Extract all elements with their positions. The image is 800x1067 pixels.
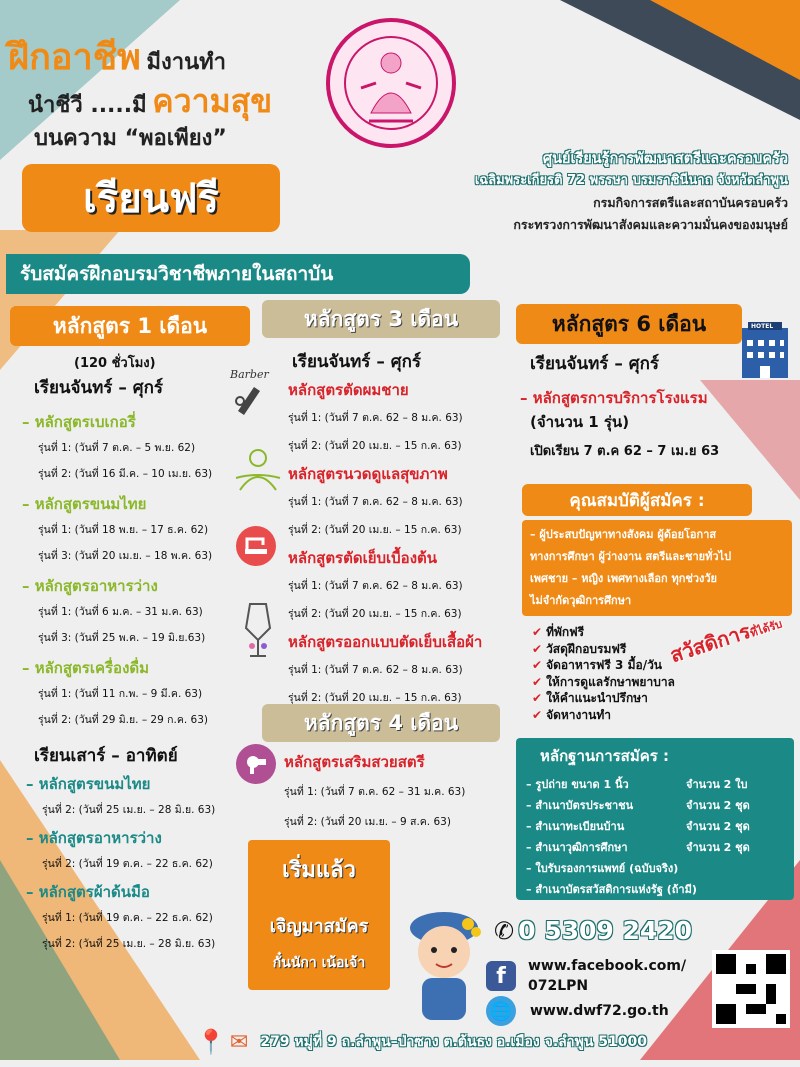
document-item: – สำเนาบัตรประชาชน: [526, 799, 634, 812]
course-hours: (120 ชั่วโมง): [74, 356, 156, 371]
documents-box: [516, 738, 794, 900]
course-round: รุ่นที่ 2: (วันที่ 20 เม.ย. – 15 ก.ค. 63): [288, 608, 462, 620]
header-accent: ความสุข: [152, 82, 273, 120]
header-text: มีงานทำ: [146, 50, 226, 75]
address-row: [196, 1028, 647, 1056]
free-badge: [22, 164, 280, 232]
course-round: รุ่นที่ 1: (วันที่ 19 ต.ค. – 22 ธ.ค. 62): [42, 912, 213, 924]
course-round: รุ่นที่ 2: (วันที่ 20 เม.ย. – 9 ส.ค. 63): [284, 816, 451, 828]
course-name: – หลักสูตรเบเกอรี่: [22, 413, 136, 431]
hotel-sign: HOTEL: [751, 323, 774, 330]
hotel-course-dates: เปิดเรียน 7 ต.ค 62 – 7 เม.ย 63: [530, 444, 720, 459]
course-round: รุ่นที่ 2: (วันที่ 20 เม.ย. – 15 ก.ค. 63): [288, 524, 462, 536]
org-name: ศูนย์เรียนรู้การพัฒนาสตรีและครอบครัว: [542, 151, 788, 167]
address-text: 279 หมู่ที่ 9 ถ.ลำพูน–ป่าซาง ต.ต้นธง อ.เมือง จ.ลำพูน 51000: [260, 1034, 647, 1050]
course-6-month-title: หลักสูตร 6 เดือน: [516, 304, 742, 344]
course-round: รุ่นที่ 1: (วันที่ 7 ต.ค. 62 – 8 ม.ค. 63): [288, 496, 463, 508]
document-row: [526, 816, 784, 837]
document-item: – รูปถ่าย ขนาด 1 นิ้ว: [526, 778, 629, 791]
welfare-item: ✔ ที่พักฟรี: [532, 625, 585, 639]
course-round: รุ่นที่ 1: (วันที่ 7 ต.ค. 62 – 8 ม.ค. 63): [288, 580, 463, 592]
document-item: – ใบรับรองการแพทย์ (ฉบับจริง): [526, 862, 679, 875]
globe-icon: 🌐: [486, 996, 516, 1026]
mascot-illustration: [398, 906, 490, 1032]
free-label: เรียนฟรี: [83, 176, 219, 222]
website-link[interactable]: www.dwf72.go.th: [530, 1003, 669, 1019]
course-name: หลักสูตรออกแบบตัดเย็บเสื้อผ้า: [288, 633, 483, 651]
website-row[interactable]: [486, 996, 669, 1026]
document-qty: จำนวน 2 ชุด: [686, 820, 750, 833]
welfare-tag-sub: ที่ได้รับ: [748, 617, 784, 640]
header-line3: บนความ “พอเพียง”: [34, 126, 227, 151]
document-item: – สำเนาบัตรสวัสดิการแห่งรัฐ (ถ้ามี): [526, 883, 697, 896]
qualification-line: – ผู้ประสบปัญหาทางสังคม ผู้ด้อยโอกาส: [530, 528, 717, 541]
sewing-machine-icon: [236, 526, 276, 566]
course-round: รุ่นที่ 1: (วันที่ 18 พ.ย. – 17 ธ.ค. 62): [38, 524, 209, 536]
welfare-item: ✔ วัสดุฝึกอบรมฟรี: [532, 641, 627, 656]
apply-now-box: [248, 840, 390, 990]
facebook-link[interactable]: www.facebook.com/ 072LPN: [528, 958, 687, 994]
weekday-label: เรียนจันทร์ – ศุกร์: [530, 354, 659, 374]
hairdryer-icon: [236, 744, 276, 784]
course-round: รุ่นที่ 3: (วันที่ 25 พ.ค. – 19 มิ.ย.63): [38, 632, 206, 644]
course-round: รุ่นที่ 3: (วันที่ 20 เม.ย. – 18 พ.ค. 63): [38, 550, 213, 562]
qualification-title: คุณสมบัติผู้สมัคร :: [522, 484, 752, 516]
course-round: รุ่นที่ 1: (วันที่ 7 ต.ค. 62 – 8 ม.ค. 63): [288, 664, 463, 676]
qualification-line: ทางการศึกษา ผู้ว่างงาน สตรีและชายทั่วไป: [530, 550, 732, 563]
org-logo: [326, 18, 456, 148]
massage-icon: [230, 444, 286, 496]
course-name: หลักสูตรเสริมสวยสตรี: [284, 753, 425, 771]
documents-list: [526, 774, 784, 900]
document-qty: จำนวน 2 ชุด: [686, 799, 750, 812]
qr-code: [712, 950, 790, 1028]
registration-banner: รับสมัครฝึกอบรมวิชาชีพภายในสถาบัน: [6, 254, 470, 294]
document-qty: จำนวน 2 ชุด: [686, 841, 750, 854]
col1-course-list: [22, 412, 212, 730]
documents-title: หลักฐานการสมัคร :: [540, 747, 670, 765]
checkmark-icon: ✔: [532, 674, 543, 689]
weekend-course-list: [26, 774, 215, 954]
hotel-icon: [734, 318, 796, 378]
deity-emblem-icon: [341, 33, 441, 133]
course-round: รุ่นที่ 2: (วันที่ 19 ต.ค. – 22 ธ.ค. 62): [42, 858, 213, 870]
course-4-month-title: หลักสูตร 4 เดือน: [262, 704, 500, 742]
course-name: – หลักสูตรเครื่องดื่ม: [22, 659, 150, 677]
welfare-item: ✔ ให้การดูแลรักษาพยาบาล: [532, 674, 675, 689]
mail-icon: ✉: [229, 1029, 249, 1055]
phone-icon: ✆: [494, 916, 515, 945]
welfare-item: ✔ จัดอาหารฟรี 3 มื้อ/วัน: [532, 658, 663, 672]
checkmark-icon: ✔: [532, 641, 543, 656]
weekend-label: เรียนเสาร์ – อาทิตย์: [34, 746, 178, 766]
course-round: รุ่นที่ 2: (วันที่ 16 มี.ค. – 10 เม.ย. 63): [38, 468, 213, 480]
col2-course-list: [288, 380, 482, 708]
facebook-icon: f: [486, 961, 516, 991]
course-name: หลักสูตรตัดผมชาย: [288, 381, 409, 399]
apply-invite: เจิญมาสมัคร: [269, 916, 369, 937]
qualification-line: เพศชาย – หญิง เพศทางเลือก ทุกช่วงวัย: [530, 572, 717, 585]
course-name: – หลักสูตรขนมไทย: [26, 775, 151, 793]
location-pin-icon: 📍: [196, 1028, 226, 1056]
phone-number: 0 5309 2420: [518, 916, 693, 945]
header-accent: ฝึกอาชีพ: [8, 37, 141, 78]
org-block: [475, 148, 788, 236]
clippers-icon: [230, 381, 270, 417]
bg-triangle: [0, 230, 120, 370]
barber-sign: Barber: [230, 368, 269, 381]
document-row: [526, 795, 784, 816]
document-row: [526, 858, 784, 879]
weekday-label: เรียนจันทร์ – ศุกร์: [34, 378, 163, 398]
course-round: รุ่นที่ 1: (วันที่ 7 ต.ค. 62 – 31 ม.ค. 63): [284, 786, 466, 798]
document-row: [526, 837, 784, 858]
org-subtitle: เฉลิมพระเกียรติ 72 พรรษา บรมราชินีนาถ จังหวัดลำพูน: [474, 173, 788, 188]
hotel-course-name: – หลักสูตรการบริการโรงแรม: [520, 389, 708, 407]
course-name: หลักสูตรนวดดูแลสุขภาพ: [288, 465, 448, 483]
checkmark-icon: ✔: [532, 691, 543, 705]
course-3-month-title: หลักสูตร 3 เดือน: [262, 300, 500, 338]
course-name: – หลักสูตรอาหารว่าง: [22, 577, 158, 595]
bg-triangle: [650, 0, 800, 80]
weekday-label: เรียนจันทร์ – ศุกร์: [292, 352, 421, 372]
course-name: – หลักสูตรขนมไทย: [22, 495, 147, 513]
document-row: [526, 774, 784, 795]
course-round: รุ่นที่ 2: (วันที่ 20 เม.ย. – 15 ก.ค. 63): [288, 692, 462, 704]
document-item: – สำเนาทะเบียนบ้าน: [526, 820, 625, 833]
welfare-item: ✔ จัดหางานทำ: [532, 707, 611, 722]
col2-course4: [284, 752, 465, 832]
barber-icon: [230, 368, 286, 424]
qualification-box: [522, 520, 792, 616]
dress-form-icon: [238, 598, 278, 660]
qualification-line: ไม่จำกัดวุฒิการศึกษา: [530, 594, 632, 607]
document-item: – สำเนาวุฒิการศึกษา: [526, 841, 628, 854]
welfare-tag-main: สวัสดิการ: [667, 618, 754, 668]
course-round: รุ่นที่ 1: (วันที่ 6 ม.ค. – 31 ม.ค. 63): [38, 606, 203, 618]
course-round: รุ่นที่ 2: (วันที่ 20 เม.ย. – 15 ก.ค. 63): [288, 440, 462, 452]
checkmark-icon: ✔: [532, 707, 543, 722]
course-round: รุ่นที่ 1: (วันที่ 7 ต.ค. 62 – 8 ม.ค. 63): [288, 412, 463, 424]
course-round: รุ่นที่ 1: (วันที่ 7 ต.ค. – 5 พ.ย. 62): [38, 442, 196, 454]
course-round: รุ่นที่ 2: (วันที่ 29 มิ.ย. – 29 ก.ค. 63): [38, 714, 208, 726]
header-text: นำชีวี .....มี: [28, 93, 147, 118]
checkmark-icon: ✔: [532, 658, 543, 672]
course-round: รุ่นที่ 2: (วันที่ 25 เม.ย. – 28 มิ.ย. 63): [42, 938, 216, 950]
welfare-item: ✔ ให้คำแนะนำปรึกษา: [532, 691, 648, 705]
phone-row[interactable]: [494, 916, 692, 945]
apply-headline: เริ่มแล้ว: [282, 858, 356, 883]
welfare-list: [532, 624, 675, 723]
org-ministry: กระทรวงการพัฒนาสังคมและความมั่นคงของมนุษย์: [513, 217, 788, 232]
course-name: – หลักสูตรอาหารว่าง: [26, 829, 162, 847]
document-qty: จำนวน 2 ใบ: [686, 778, 748, 791]
hotel-course-count: (จำนวน 1 รุ่น): [530, 413, 630, 431]
org-department: กรมกิจการสตรีและสถาบันครอบครัว: [593, 195, 788, 210]
facebook-row[interactable]: [486, 956, 686, 996]
document-row: [526, 879, 784, 900]
course-name: หลักสูตรตัดเย็บเบื้องต้น: [288, 549, 438, 567]
course-name: – หลักสูตรผ้าด้นมือ: [26, 883, 150, 901]
checkmark-icon: ✔: [532, 625, 543, 639]
course-1-month-title: หลักสูตร 1 เดือน: [10, 306, 250, 346]
course-round: รุ่นที่ 1: (วันที่ 11 ก.พ. – 9 มี.ค. 63): [38, 688, 203, 700]
course-round: รุ่นที่ 2: (วันที่ 25 เม.ย. – 28 มิ.ย. 63): [42, 804, 216, 816]
apply-closing: กั๋นนักา เน้อเจ้า: [272, 955, 366, 971]
